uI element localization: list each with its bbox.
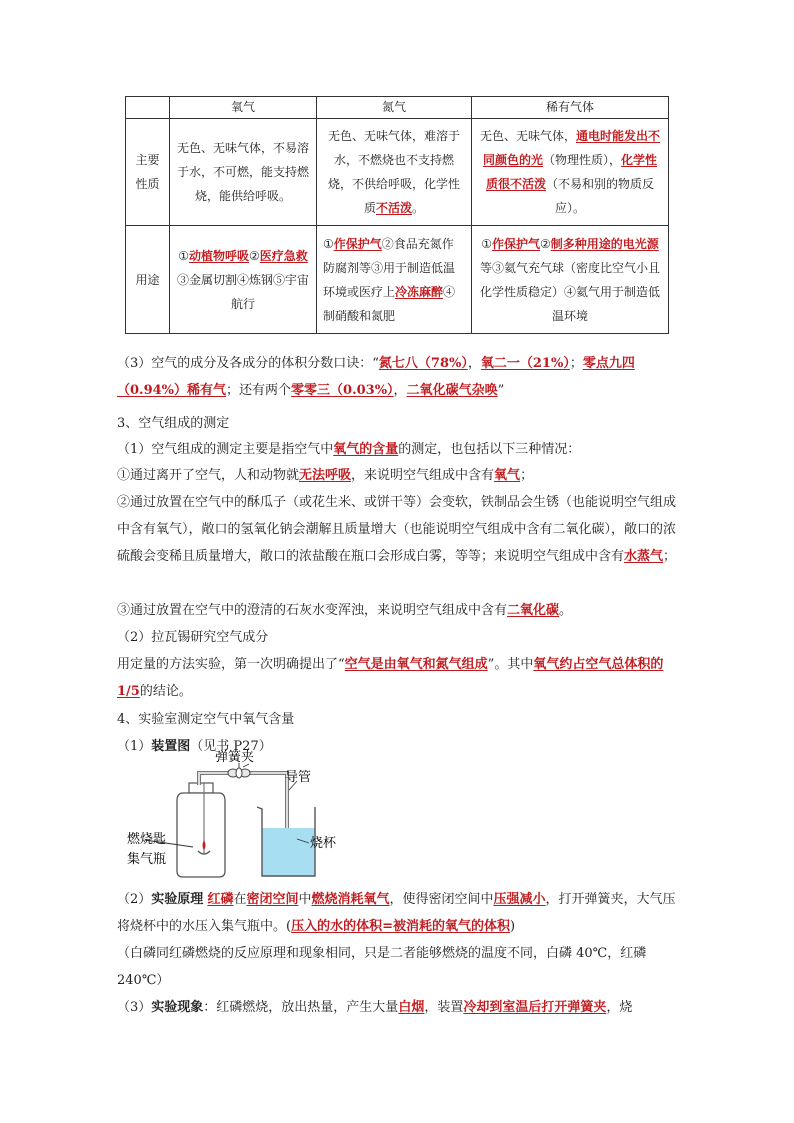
paragraph-principle: （2）实验原理 红磷在密闭空间中燃烧消耗氧气，使得密闭空间中压强减小，打开弹簧夹，大气压将烧杯中的水压入集气瓶中。(压入的水的体积=被消耗的氧气的体积)	[117, 892, 676, 934]
header-nitrogen: 氮气	[317, 97, 472, 119]
paragraph-lavoisier: 用定量的方法实验，第一次明确提出了“空气是由氧气和氮气组成”。其中氧气约占空气总体积的1/5的结论。	[117, 657, 664, 699]
rare-gas-uses: ①作保护气②制多种用途的电光源等③氦气充气球（密度比空气小且化学性质稳定）④氦气用于制造低温环境	[472, 226, 669, 334]
paragraph-apparatus: （1）装置图（见书 P27）	[117, 739, 272, 754]
table-row-properties	[126, 119, 669, 226]
label-gas-bottle: 集气瓶	[127, 852, 167, 867]
label-beaker: 烧杯	[310, 836, 337, 851]
air-composition-mnemonic: （3）空气的成分及各成分的体积分数口诀：“氮七八（78%），氧二一（21%）；零点九四（0.94%）稀有气；还有两个零零三（0.03%），二氧化碳气杂唤”	[117, 356, 635, 398]
table-row-uses	[126, 226, 669, 334]
section-heading-3: 3、空气组成的测定	[117, 416, 230, 431]
header-oxygen: 氧气	[170, 97, 317, 119]
nitrogen-uses: ①作保护气②食品充氮作防腐剂等③用于制造低温环境或医疗上冷冻麻醉④制硝酸和氮肥	[317, 226, 472, 334]
rare-gas-properties: 无色、无味气体，通电时能发出不同颜色的光（物理性质），化学性质很不活泼（不易和别的物质反应）。	[472, 119, 669, 226]
paragraph-phenomenon: （3）实验现象：红磷燃烧，放出热量，产生大量白烟，装置冷却到室温后打开弹簧夹，烧	[117, 1000, 633, 1015]
row-label-uses: 用途	[126, 226, 170, 334]
paragraph-case-1: ①通过离开了空气，人和动物就无法呼吸，来说明空气组成中含有氧气；	[117, 468, 534, 483]
gas-bottle	[177, 783, 225, 877]
label-tube: 导管	[285, 770, 312, 785]
table-header-row	[126, 97, 669, 119]
apparatus-diagram	[127, 750, 387, 883]
paragraph-lavoisier-heading: （2）拉瓦锡研究空气成分	[117, 630, 269, 645]
gas-properties-table	[125, 96, 669, 334]
row-label-properties: 主要性质	[126, 119, 170, 226]
nitrogen-properties: 无色、无味气体，难溶于水，不燃烧也不支持燃烧，不供给呼吸，化学性质不活泼。	[317, 119, 472, 226]
paragraph-case-3: ③通过放置在空气中的澄清的石灰水变浑浊，来说明空气组成中含有二氧化碳。	[117, 603, 573, 618]
paragraph-case-2: ②通过放置在空气中的酥瓜子（或花生米、或饼干等）会变软，铁制品会生锈（也能说明空气组成中含有氧气），敞口的氢氧化钠会潮解且质量增大（也能说明空气组成中含有二氧化碳），敞口的浓硫酸会变稀且质量增大，敞口的浓盐酸在瓶口会形成白雾，等等；来说明空气组成中含有水蒸气；	[117, 495, 677, 564]
label-spring-clamp: 弹簧夹	[215, 750, 255, 765]
paragraph-measurement-intro: （1）空气组成的测定主要是指空气中氧气的含量的测定，也包括以下三种情况：	[117, 442, 581, 457]
header-empty	[126, 97, 170, 119]
header-rare-gas: 稀有气体	[472, 97, 669, 119]
label-combustion-spoon: 燃烧匙	[127, 832, 167, 847]
section-heading-4: 4、实验室测定空气中氧气含量	[117, 712, 295, 727]
paragraph-white-phosphorus-note: （白磷同红磷燃烧的反应原理和现象相同，只是二者能够燃烧的温度不同，白磷 40℃，红磷 240℃）	[117, 946, 647, 988]
oxygen-uses: ①动植物呼吸②医疗急救③金属切割④炼钢⑤宇宙航行	[170, 226, 317, 334]
oxygen-properties: 无色、无味气体，不易溶于水，不可燃，能支持燃烧，能供给呼吸。	[170, 119, 317, 226]
